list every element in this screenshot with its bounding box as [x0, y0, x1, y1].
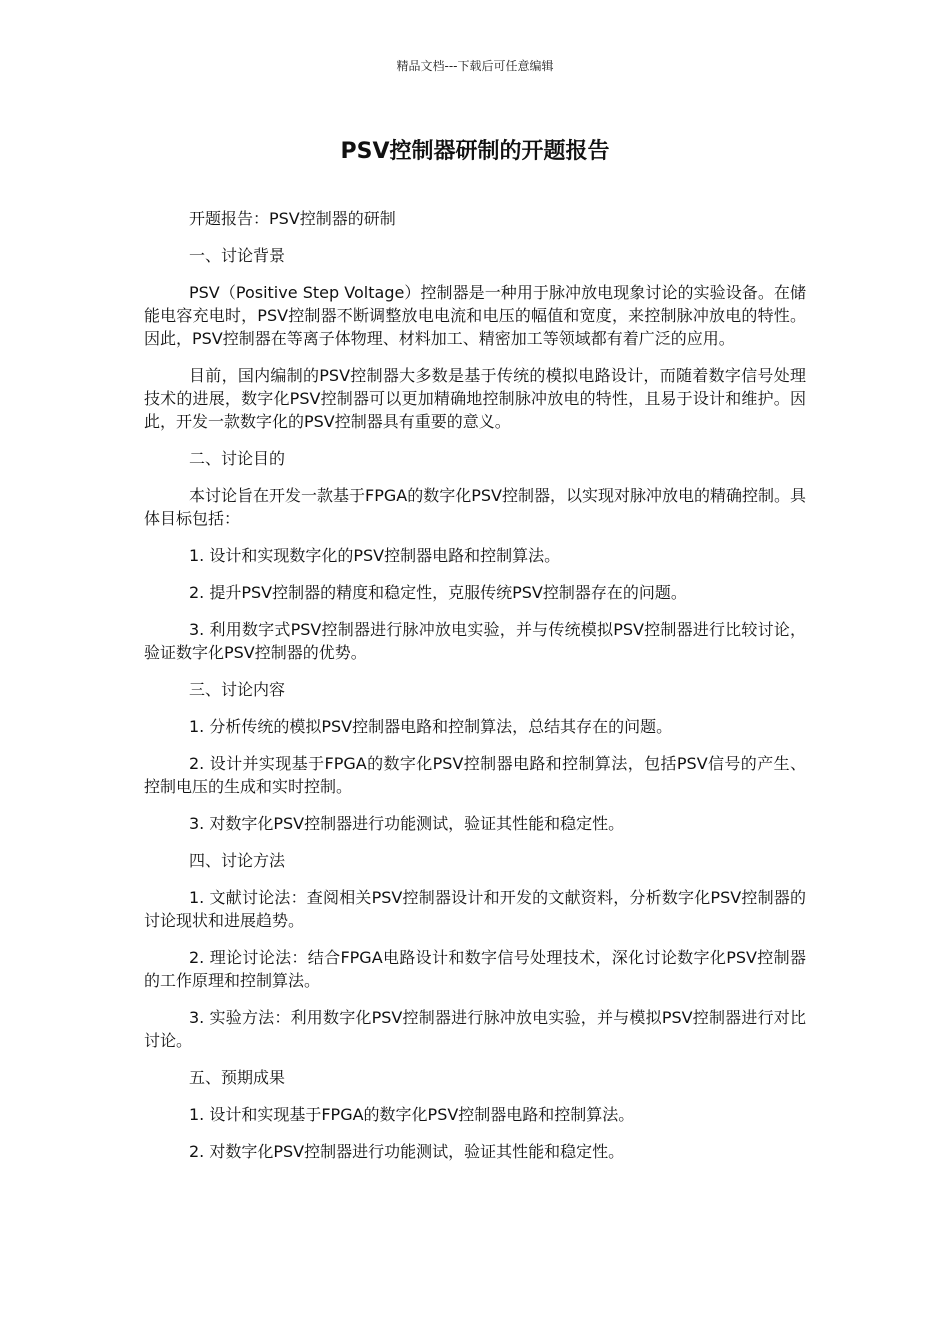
list-item: 3. 对数字化PSV控制器进行功能测试，验证其性能和稳定性。 — [189, 814, 625, 833]
header-note: 精品文档---下载后可任意编辑 — [396, 59, 554, 73]
list-item: 1. 设计和实现基于FPGA的数字化PSV控制器电路和控制算法。 — [189, 1105, 635, 1124]
list-item: 1. 分析传统的模拟PSV控制器电路和控制算法，总结其存在的问题。 — [189, 717, 673, 736]
list-item: 2. 理论讨论法：结合FPGA电路设计和数字信号处理技术，深化讨论数字化PSV控制器的工作原理和控制算法。 — [144, 948, 806, 990]
list-item: 2. 对数字化PSV控制器进行功能测试，验证其性能和稳定性。 — [189, 1142, 625, 1161]
section-heading-background: 一、讨论背景 — [189, 246, 286, 265]
section-heading-outcomes: 五、预期成果 — [189, 1068, 286, 1087]
list-item: 1. 文献讨论法：查阅相关PSV控制器设计和开发的文献资料，分析数字化PSV控制器的讨论现状和进展趋势。 — [144, 888, 806, 930]
section-heading-methods: 四、讨论方法 — [189, 851, 286, 870]
list-item: 3. 实验方法：利用数字化PSV控制器进行脉冲放电实验，并与模拟PSV控制器进行对比讨论。 — [144, 1008, 806, 1050]
list-item: 2. 提升PSV控制器的精度和稳定性，克服传统PSV控制器存在的问题。 — [189, 583, 687, 602]
paragraph: 本讨论旨在开发一款基于FPGA的数字化PSV控制器，以实现对脉冲放电的精确控制。具体目标包括： — [144, 486, 806, 528]
list-item: 1. 设计和实现数字化的PSV控制器电路和控制算法。 — [189, 546, 561, 565]
paragraph: PSV（Positive Step Voltage）控制器是一种用于脉冲放电现象讨论的实验设备。在储能电容充电时，PSV控制器不断调整放电电流和电压的幅值和宽度，来控制脉冲放电的特性。因此，PSV控制器在等离子体物理、材料加工、精密加工等领域都有着广泛的应用。 — [144, 283, 806, 348]
section-heading-content: 三、讨论内容 — [189, 680, 286, 699]
document-title: PSV控制器研制的开题报告 — [340, 139, 610, 164]
paragraph: 目前，国内编制的PSV控制器大多数是基于传统的模拟电路设计，而随着数字信号处理技术的进展，数字化PSV控制器可以更加精确地控制脉冲放电的特性，且易于设计和维护。因此，开发一款数字化的PSV控制器具有重要的意义。 — [144, 366, 806, 431]
list-item: 2. 设计并实现基于FPGA的数字化PSV控制器电路和控制算法，包括PSV信号的产生、控制电压的生成和实时控制。 — [144, 754, 806, 796]
document-body — [144, 207, 806, 1177]
list-item: 3. 利用数字式PSV控制器进行脉冲放电实验，并与传统模拟PSV控制器进行比较讨论，验证数字化PSV控制器的优势。 — [144, 620, 806, 662]
section-heading-purpose: 二、讨论目的 — [189, 449, 286, 468]
report-subtitle: 开题报告：PSV控制器的研制 — [189, 209, 396, 228]
